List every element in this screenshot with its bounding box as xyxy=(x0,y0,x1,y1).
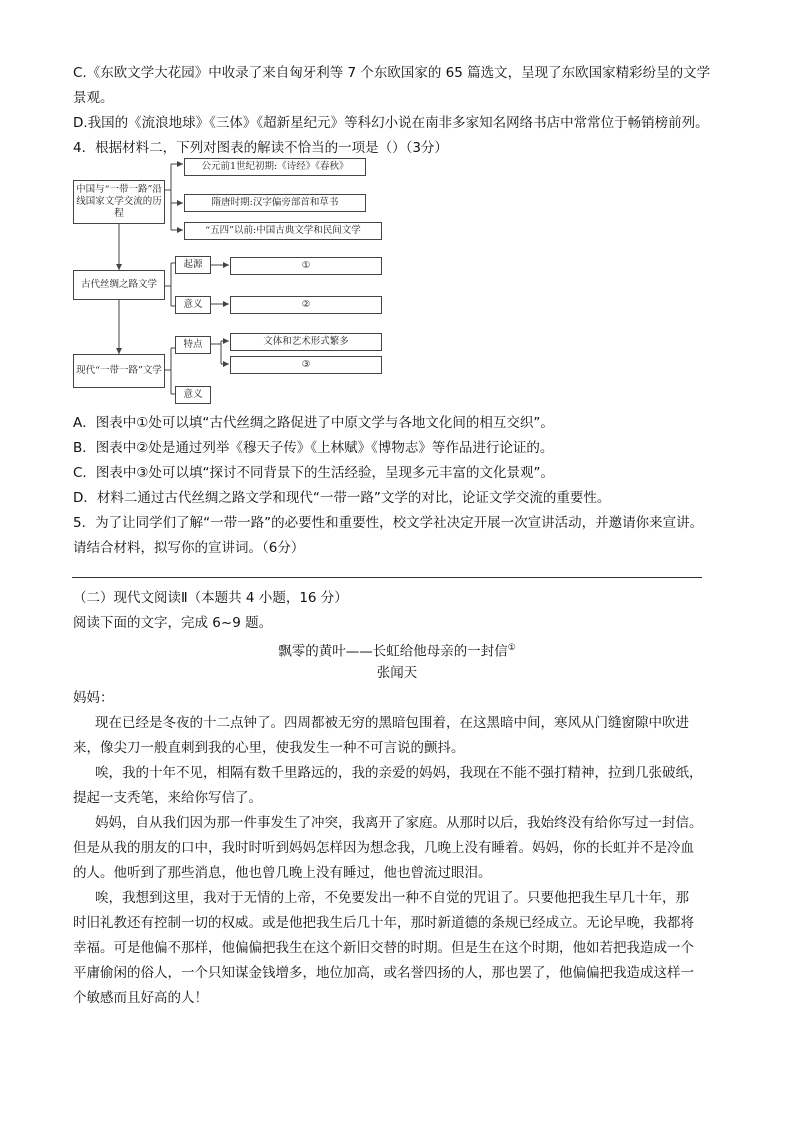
diagram-stage-3: “五四”以前:中国古典文学和民间文学 xyxy=(184,222,382,240)
diagram-meaning-value: ② xyxy=(230,296,382,314)
diagram-origin-value: ① xyxy=(230,257,382,275)
para4-line5: 个敏感而且好高的人！ xyxy=(73,990,208,1006)
diagram-root-box: 中国与“一带一路”沿线国家文学交流的历程 xyxy=(73,180,165,224)
diagram-feature-label: 特点 xyxy=(175,336,211,354)
para4-line4: 平庸偷闲的俗人，一个只知谋金钱增多，地位加高，或名誉四扬的人，那也罢了，他偏偏把我造成这样一 xyxy=(73,965,694,981)
para3-line2: 但是从我的朋友的口中，我时时听到妈妈怎样因为想念我，几晚上没有睡着。妈妈，你的长虹并不是冷血 xyxy=(73,840,694,856)
diagram-meaning2-label: 意义 xyxy=(175,386,211,404)
diagram-ancient-box: 古代丝绸之路文学 xyxy=(73,270,165,300)
para3-line3: 的人。他听到了那些消息，他也曾几晚上没有睡过，他也曾流过眼泪。 xyxy=(73,865,492,881)
flow-diagram xyxy=(73,158,393,404)
question-5-line1: 5．为了让同学们了解“一带一路”的必要性和重要性，校文学社决定开展一次宣讲活动，并邀请你来宣讲。 xyxy=(73,515,704,531)
footnote-mark: ① xyxy=(507,643,516,653)
diagram-stage-1: 公元前1世纪初期:《诗经》《春秋》 xyxy=(184,158,366,176)
option-d: D.我国的《流浪地球》《三体》《超新星纪元》等科幻小说在南非多家知名网络书店中常常位于畅销榜前列。 xyxy=(73,115,709,131)
option-c: C．图表中③处可以填“探讨不同背景下的生活经验，呈现多元丰富的文化景观”。 xyxy=(73,465,555,481)
diagram-meaning-label: 意义 xyxy=(175,296,211,314)
article-title-text: 飘零的黄叶——长虹给他母亲的一封信 xyxy=(278,643,508,660)
section-divider xyxy=(72,577,702,578)
section-heading: （二）现代文阅读Ⅱ（本题共 4 小题，16 分） xyxy=(73,590,348,606)
diagram-stage-2: 隋唐时期:汉字偏旁部首和草书 xyxy=(184,194,366,212)
option-c-line2: 景观。 xyxy=(73,90,114,106)
para4-line3: 幸福。可是他偏不那样，他偏偏把我生在这个新旧交替的时期。但是生在这个时期，他如若把我造成一个 xyxy=(73,940,694,956)
letter-salutation: 妈妈： xyxy=(73,690,114,706)
para2-line2: 提起一支秃笔，来给你写信了。 xyxy=(73,790,262,806)
question-5-line2: 请结合材料，拟写你的宣讲词。（6分） xyxy=(73,540,305,556)
para4-line2: 时旧礼教还有控制一切的权威。或是他把我生后几十年，那时新道德的条规已经成立。无论早晚，我都将 xyxy=(73,915,694,931)
reading-instruction: 阅读下面的文字，完成 6~9 题。 xyxy=(73,615,273,631)
para1-line1: 现在已经是冬夜的十二点钟了。四周都被无穷的黑暗包围着，在这黑暗中间，寒风从门缝窗隙中吹进 xyxy=(95,715,689,731)
question-4: 4．根据材料二，下列对图表的解读不恰当的一项是（）（3分） xyxy=(73,140,448,156)
option-c-line1: C.《东欧文学大花园》中收录了来自匈牙利等 7 个东欧国家的 65 篇选文，呈现了东欧国家精彩纷呈的文学 xyxy=(73,65,711,81)
diagram-origin-label: 起源 xyxy=(175,256,211,274)
option-a: A．图表中①处可以填“古代丝绸之路促进了中原文学与各地文化间的相互交织”。 xyxy=(73,415,554,431)
diagram-modern-box: 现代“一带一路”文学 xyxy=(73,354,165,388)
diagram-feature-b: ③ xyxy=(230,356,382,374)
diagram-feature-a: 文体和艺术形式繁多 xyxy=(230,333,382,351)
para4-line1: 唉，我想到这里，我对于无情的上帝，不免要发出一种不自觉的咒诅了。只要他把我生早几十年，那 xyxy=(95,890,689,906)
article-author: 张闻天 xyxy=(376,665,418,681)
article-title xyxy=(0,638,794,662)
para1-line2: 来，像尖刀一般直刺到我的心里，使我发生一种不可言说的颤抖。 xyxy=(73,740,465,756)
option-d2: D．材料二通过古代丝绸之路文学和现代“一带一路”文学的对比，论证文学交流的重要性。 xyxy=(73,490,611,506)
option-b: B．图表中②处是通过列举《穆天子传》《上林赋》《博物志》等作品进行论证的。 xyxy=(73,440,554,456)
para3-line1: 妈妈，自从我们因为那一件事发生了冲突，我离开了家庭。从那时以后，我始终没有给你写过一封信。 xyxy=(95,815,703,831)
para2-line1: 唉，我的十年不见，相隔有数千里路远的，我的亲爱的妈妈，我现在不能不强打精神，拉到几张破纸， xyxy=(95,765,703,781)
